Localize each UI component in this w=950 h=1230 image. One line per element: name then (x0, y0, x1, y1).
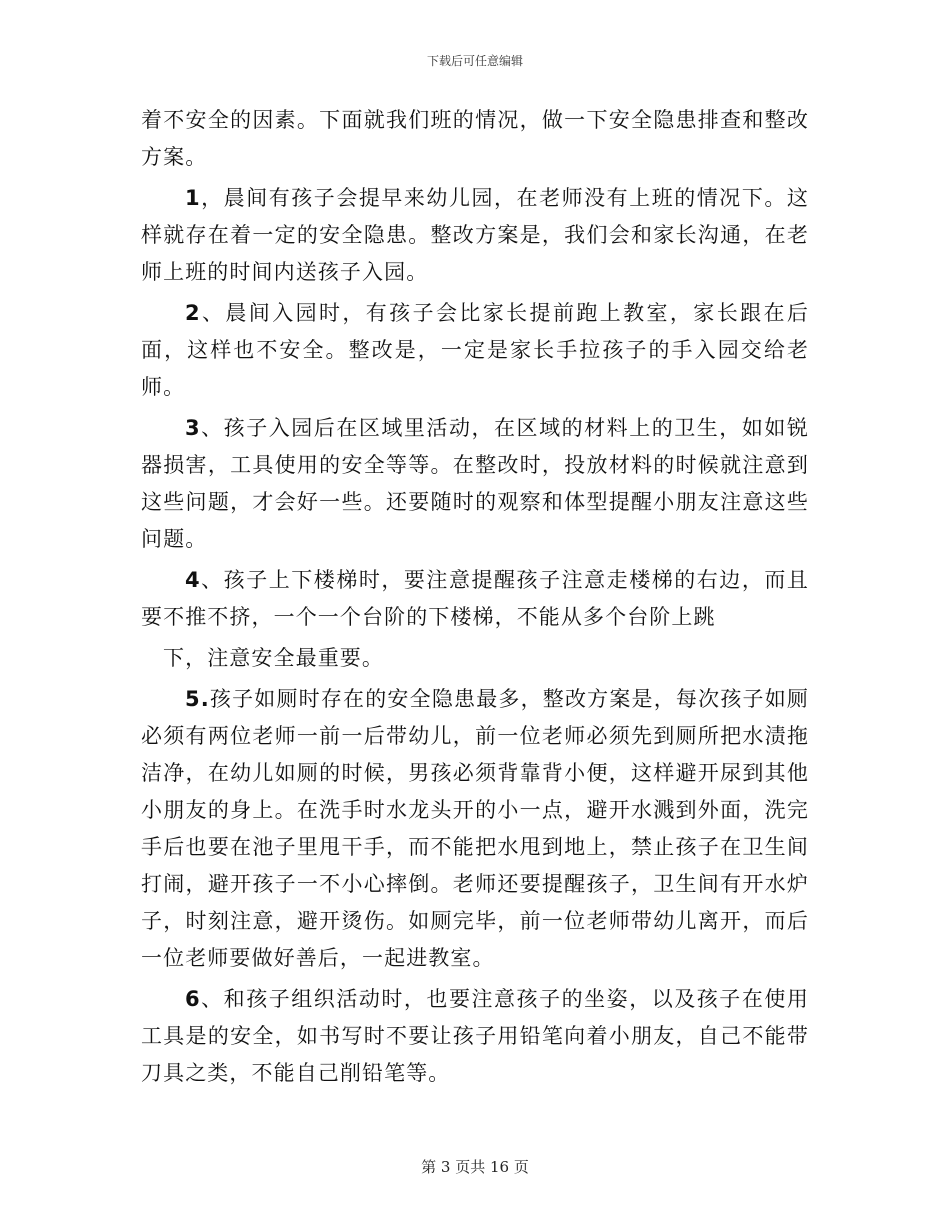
item-number: 2 (185, 301, 201, 325)
paragraph-item-5 (141, 681, 809, 977)
paragraph-text: 下，注意安全最重要。 (163, 646, 384, 670)
paragraph-item-2 (141, 295, 809, 406)
paragraph-item-3 (141, 410, 809, 558)
paragraph-item-4 (141, 562, 809, 636)
item-number: 4 (185, 568, 201, 592)
paragraph-item-1 (141, 180, 809, 291)
item-number: 6 (185, 987, 201, 1011)
page-header: 下载后可任意编辑 (426, 54, 523, 68)
paragraph-item-6 (141, 981, 809, 1092)
paragraph-text: 、晨间入园时，有孩子会比家长提前跑上教室，家长跟在后面，这样也不安全。整改是，一定是家长手拉孩子的手入园交给老师。 (141, 301, 809, 399)
page-footer: 第 3 页共 16 页 (421, 1158, 529, 1176)
document-body (141, 102, 809, 1096)
item-number: 1 (185, 186, 201, 210)
item-number: 3 (185, 416, 201, 440)
paragraph-item-4-continued (141, 640, 809, 677)
paragraph-text: 、和孩子组织活动时，也要注意孩子的坐姿，以及孩子在使用工具是的安全，如书写时不要让孩子用铅笔向着小朋友，自己不能带刀具之类，不能自己削铅笔等。 (141, 987, 809, 1085)
paragraph-text: 着不安全的因素。下面就我们班的情况，做一下安全隐患排查和整改方案。 (141, 108, 809, 169)
item-number: 5. (185, 687, 210, 711)
paragraph-text: 、孩子上下楼梯时，要注意提醒孩子注意走楼梯的右边，而且要不推不挤，一个一个台阶的下楼梯，不能从多个台阶上跳 (141, 568, 809, 629)
paragraph-text: 孩子如厕时存在的安全隐患最多，整改方案是，每次孩子如厕必须有两位老师一前一后带幼儿，前一位老师必须先到厕所把水渍拖洁净，在幼儿如厕的时候，男孩必须背靠背小便，这样避开尿到其他小朋友的身上。在洗手时水龙头开的小一点，避开水溅到外面，洗完手后也要在池子里甩干手，而不能把水甩到地上，禁止孩子在卫生间打闹，避开孩子一不小心摔倒。老师还要提醒孩子，卫生间有开水炉子，时刻注意，避开烫伤。如厕完毕，前一位老师带幼儿离开，而后一位老师要做好善后，一起进教室。 (141, 687, 809, 970)
paragraph-text: 、孩子入园后在区域里活动，在区域的材料上的卫生，如如锐器损害，工具使用的安全等等。在整改时，投放材料的时候就注意到这些问题，才会好一些。还要随时的观察和体型提醒小朋友注意这些问题。 (141, 416, 809, 551)
paragraph-intro (141, 102, 809, 176)
paragraph-text: ，晨间有孩子会提早来幼儿园，在老师没有上班的情况下。这样就存在着一定的安全隐患。整改方案是，我们会和家长沟通，在老师上班的时间内送孩子入园。 (141, 186, 809, 284)
